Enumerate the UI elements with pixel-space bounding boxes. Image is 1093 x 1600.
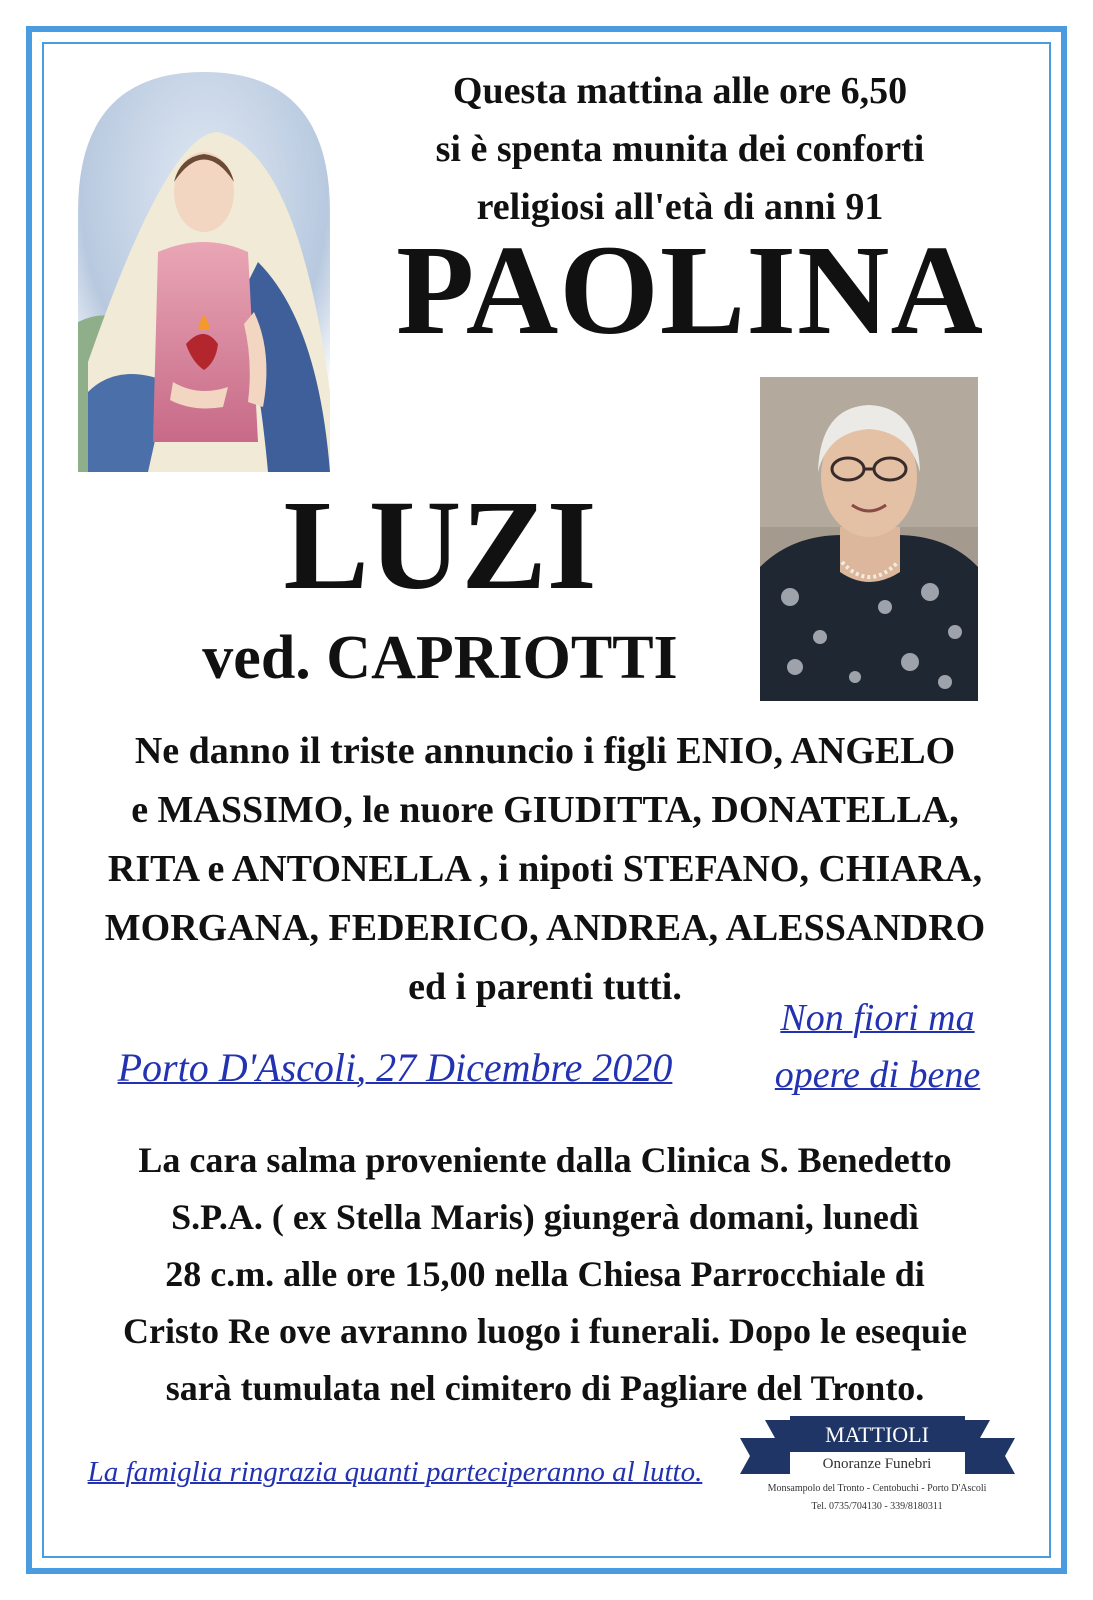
funeral-line: S.P.A. ( ex Stella Maris) giungerà domani, lunedì [171,1197,919,1237]
widow-of: ved. CAPRIOTTI [202,624,678,692]
intro-text [340,62,1020,236]
funeral-home-locations: Monsampolo del Tronto - Centobuchi - Porto D'Ascoli [767,1483,987,1494]
surname: LUZI [283,474,597,616]
funeral-details [50,1132,1040,1417]
flowers-line-1: Non fiori ma [780,997,975,1039]
intro-line-1: Questa mattina alle ore 6,50 [452,70,908,112]
announcement-line: ed i parenti tutti. [408,966,682,1008]
funeral-home-subtitle: Onoranze Funebri [822,1456,932,1472]
funeral-home-logo [735,1410,1020,1520]
sacred-heart-madonna-image [58,62,350,472]
intro-line-2: si è spenta munita dei conforti [435,128,925,170]
funeral-line: sarà tumulata nel cimitero di Pagliare del Tronto. [165,1368,925,1408]
announcement-line: MORGANA, FEDERICO, ANDREA, ALESSANDRO [104,907,986,949]
funeral-home-name: MATTIOLI [825,1422,929,1447]
intro-line-3: religiosi all'età di anni 91 [476,186,884,228]
announcement-line: Ne danno il triste annuncio i figli ENIO, ANGELO [134,730,956,772]
first-name: PAOLINA [396,219,984,361]
family-thanks: La famiglia ringrazia quanti parteciperanno al lutto. [87,1456,703,1488]
announcement-text [50,722,1040,1017]
funeral-line: 28 c.m. alle ore 15,00 nella Chiesa Parrocchiale di [165,1254,925,1294]
no-flowers-note [750,990,1005,1104]
announcement-line: RITA e ANTONELLA , i nipoti STEFANO, CHIARA, [107,848,983,890]
funeral-home-phone: Tel. 0735/704130 - 339/8180311 [811,1501,943,1512]
funeral-line: La cara salma proveniente dalla Clinica S. Benedetto [138,1140,952,1180]
funeral-line: Cristo Re ove avranno luogo i funerali. Dopo le esequie [123,1311,967,1351]
place-and-date: Porto D'Ascoli, 27 Dicembre 2020 [117,1045,673,1090]
announcement-line: e MASSIMO, le nuore GIUDITTA, DONATELLA, [131,789,959,831]
flowers-line-2: opere di bene [774,1054,981,1096]
